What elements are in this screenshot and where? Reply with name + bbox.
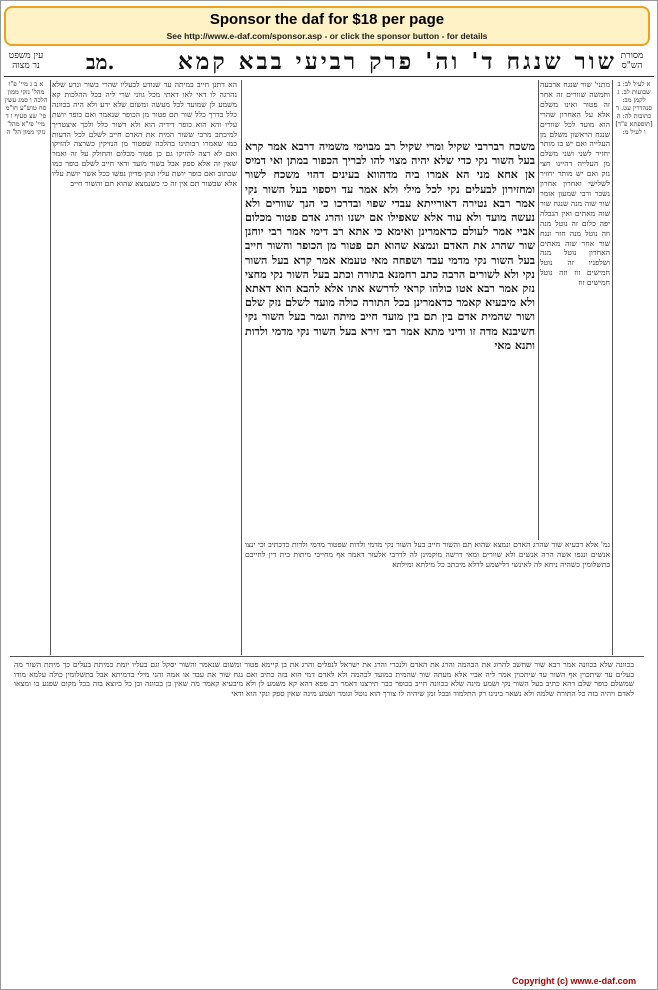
chapter-title: שור שנגח ד' וה' פרק רביעי בבא קמא	[178, 48, 617, 75]
sponsor-subtitle: See http://www.e-daf.com/sponsor.asp - or click the sponsor button - for details	[166, 31, 488, 41]
page-header	[0, 48, 658, 74]
rashi-column: מתני' שור שנגח ארבעה וחמשה שוורים זה אחר זה פטור ואינו משלם אלא על האחרון שהרי הוא מועד לכל שוורים שנגח הראשון משלם מן העלייה ואם יש בו מותר יחזיר לשני ושני משלם מן העלייה דהיינו חצי נזק ואם יש מותר יחזיר לשלישי ואחרון אחרון נשכר ורבי שמעון אומר שור שוה מנה שנגח שור שוה מאתים ואין הנבלה יפה כלום זה נוטל מנה וזה נוטל מנה חזר ונגח שור אחר שוה מאתים האחרון נוטל מנה ושלפניו זה נוטל חמישים זוז וזה נוטל חמישים זוז	[540, 80, 610, 288]
mesoret-label: מסורת הש"ס	[620, 51, 644, 71]
column-divider-right	[538, 80, 539, 540]
commentary-bottom-block: בכוונה שלא בכוונה אמר רבא שור שחשב להרוג את הבהמה והרג את האדם ולנכרי והרג את ישראל לנפלים והרג את בן קיימא פטור ומשום שנאמר והשור יסקל וגם בעליו יומת כמיתת בעלים כך מיתת השור מה בעלים עד שיתכוין אף השור עד שיתכוין אמר ליה אביי אלא מעתה שור שהמית במועד לבהמה ולא לאדם דמי הוא בזה כתיב ואם נגח שור את עבד או אמה והני מילי בדמיתא אבל בתשלומין כולה עלמא מודו שמשלם כופר שלם דהא כתיב בעל השור נקי ושמע מינה שלא בכוונה חייב בכופר כבר תירצנו דאמר רב פפא דהא קא משמע לן ולא מיבעיא קאמר מה שאין כן בכוונה וכן כל כיוצא בזה בכל מקום שפגע בו ומצאו לאדם ויהיה בזה כל התורה שלמה ולא נשאר בינינו רק התלמוד ובכל זמן שיהיה לו צורך הוא נוטל וגומר ושמע מינה שאין ספק ונקי הוא ודאי	[14, 660, 634, 698]
header-rule	[4, 76, 654, 77]
gemara-main-text: משכח רבררבי שקיל ומרי שקיל רב מבוימי משמיה דרבא אמר קרא בעל השור נקי כדי שלא יהיה מצוי להו לבריך הכפור במתן ואי דמיס אן אחא מני הא אמרו ביה מדהווא בעינים דהוי משכח לשור ומחזירון לבעלים נקי לכל מילי ולא אמר עד ויספוי בעל השור נקי אמר רבא נטירה דאורייתא עבדי שפוי ובדרכו כי הנך שוורים ולא נעשה מועד ולא עוד אלא שאפילו אם ישנו והרג אדם פטור מכלום אביי אמר לעולם כדאמרינן ואימא כי אתא רב דימי אמר רבי יוחנן שור שהרג את האדם ונמצא שהוא תם פטור מן הכופר והשור חייב בעל השור נקי מדמי עבד ושפחה מאי טעמא אמר קרא בעל השור נקי ולא לשורים הרבה כתב רחמנא בתורה וכתב בעל השור נקי מחצי נזק אמר רבא אטו כולהו קראי לדרשא אתו אלא להבא הוא דאתא ולא מיבעיא קאמר כדאמרינן בכל התורה כולה מועד לשלם נזק שלם ושור שהמית אדם בין תם בין מועד חייב מיתה וגמר בעל השור נקי חשיבנא מדה זו ודיני מתא אמר רבי זירא בעל השור נקי מדמי ולדות ותנא מאי	[245, 140, 535, 352]
margin-divider-right	[612, 80, 613, 655]
rashi-continuation: גמ' אלא דבעיא שור שהרג האדם ונמצא שהוא תם והשור חייב בעל השור נקי מדמי ולדות שפטור מדמי ולדות כדכתיב וכי ינצו אנשים ונגפו אשה הרה אנשים ולא שוורים ומאי דרשה מוקמינן לה לדרבי אלעזר דאמר אף מחייבי מיתות בית דין לחייבם בתשלומין כשהיה ניחא לה לאינשי דלישמע לדלא מיכתב כל מילתא ומילתא	[245, 540, 610, 569]
copyright-notice[interactable]: Copyright (c) www.e-daf.com	[512, 976, 637, 986]
margin-divider-left	[50, 80, 51, 655]
tosafot-column: הא דתנן חייב במיתה עד שנודע לבעליו שהרי בשור ונדע שלא נהרגה לו דאי לאו דאתי מכל גווני שרי ליה בכל ההלכות קא משמע לן שמועד לכל מעשה ומשום שלא ידע ולא היה בכוונה כלל בדרך כלל שור תם פטור מן הכופר שנאמר ואם כופר יושת עליו והא הוא כופר דידיה הוא ולא דשור כלל ולכך איצטריך למיכתב מרבי ששור המית את האדם חייב לשלם לכל הדעות כמו שאמרו רבותינו בהלכה שפטור מן הנזיקין כשרצה להזיקו ואם לא רצה להזיקו גם כן פטור מכלום והחולק על זה ואמר שאין זה אלא ספק אבל בשור מועד ודאי חייב לשלם כופר כמו שכתוב ואם כופר יושת עליו ונתן פדיון נפשו ככל אשר יושת עליו אלא שבשור תם אין זה כי כשנמצא שהוא תם והשור חייב	[52, 80, 237, 189]
sponsor-title: Sponsor the daf for $18 per page	[209, 11, 445, 28]
ein-mishpat-column: א ב ג מיי' פ"ו מהל' נזקי ממון הלכה ו סמג עשין סח טוש"ע חו"מ סי' שצ סעיף ו ד מיי' פי"א מהל' נזקי ממון הל' ה	[4, 80, 48, 136]
folio-number: מב.	[86, 50, 115, 74]
mesoret-hashas-column: א לעיל לב: ב שבועות לב. ג לקמן מב: סנהדרין עט. ד כתובות לה: ה [תוספתא פ"ד] ו לעיל מ:	[615, 80, 653, 136]
ein-mishpat-label: עין משפט נר מצוה	[8, 51, 44, 71]
bottom-block-rule	[10, 656, 644, 657]
column-divider-left	[241, 80, 242, 655]
sponsor-banner[interactable]	[4, 6, 650, 46]
